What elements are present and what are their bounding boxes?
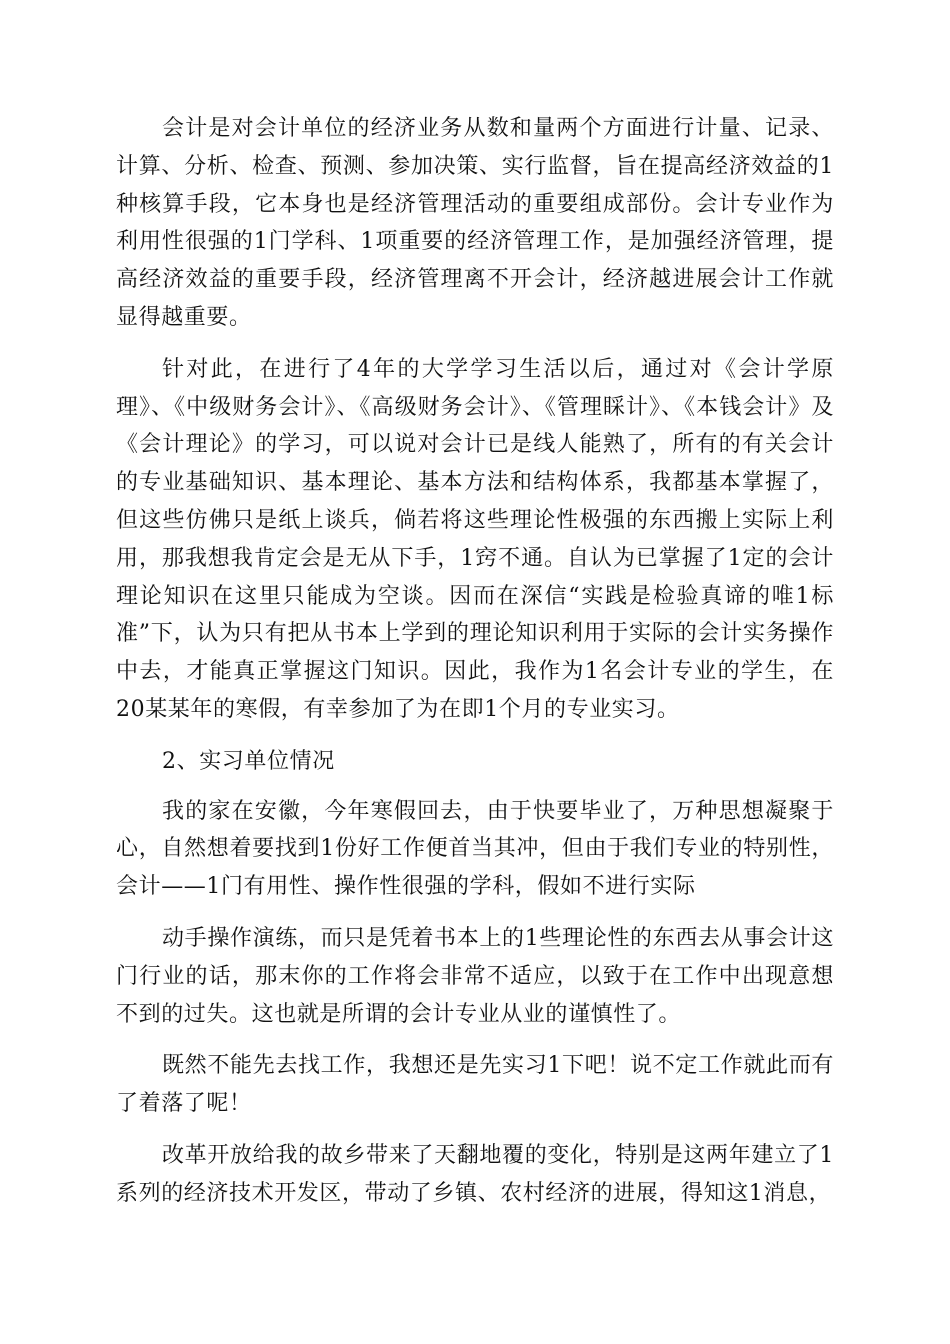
document-body	[116, 110, 834, 1227]
paragraph-reform-hometown: 改革开放给我的故乡带来了天翻地覆的变化，特别是这两年建立了1系列的经济技术开发区，带动了乡镇、农村经济的进展，得知这1消息，	[116, 1142, 834, 1206]
paragraph-study-background: 针对此，在进行了4年的大学学习生活以后，通过对《会计学原理》、《中级财务会计》、《高级财务会计》、《管理睬计》、《本钱会计》及《会计理论》的学习，可以说对会计已是线人能熟了，所有的有关会计的专业基础知识、基本理论、基本方法和结构体系，我都基本掌握了，但这些仿佛只是纸上谈兵，倘若将这些理论性极强的东西搬上实际上利用，那我想我肯定会是无从下手，1窍不通。自认为已掌握了1定的会计理论知识在这里只能成为空谈。因而在深信“实践是检验真谛的唯1标准”下，认为只有把从书本上学到的理论知识利用于实际的会计实务操作中去，才能真正掌握这门知识。因此，我作为1名会计专业的学生，在20某某年的寒假，有幸参加了为在即1个月的专业实习。	[116, 356, 834, 722]
paragraph-home-anhui: 我的家在安徽，今年寒假回去，由于快要毕业了，万种思想凝聚于心，自然想着要找到1份好工作便首当其冲，但由于我们专业的特别性，会计——1门有用性、操作性很强的学科，假如不进行实际	[116, 798, 834, 900]
section-heading-internship-unit: 2、实习单位情况	[162, 748, 335, 774]
paragraph-intern-first: 既然不能先去找工作，我想还是先实习1下吧！说不定工作就此而有了着落了呢！	[116, 1053, 834, 1117]
paragraph-hands-on-practice: 动手操作演练，而只是凭着书本上的1些理论性的东西去从事会计这门行业的话，那末你的工作将会非常不适应，以致于在工作中出现意想不到的过失。这也就是所谓的会计专业从业的谨慎性了。	[116, 925, 834, 1027]
paragraph-accounting-definition: 会计是对会计单位的经济业务从数和量两个方面进行计量、记录、计算、分析、检查、预测、参加决策、实行监督，旨在提高经济效益的1种核算手段，它本身也是经济管理活动的重要组成部份。会计专业作为利用性很强的1门学科、1项重要的经济管理工作，是加强经济管理，提高经济效益的重要手段，经济管理离不开会计，经济越进展会计工作就显得越重要。	[116, 116, 834, 330]
